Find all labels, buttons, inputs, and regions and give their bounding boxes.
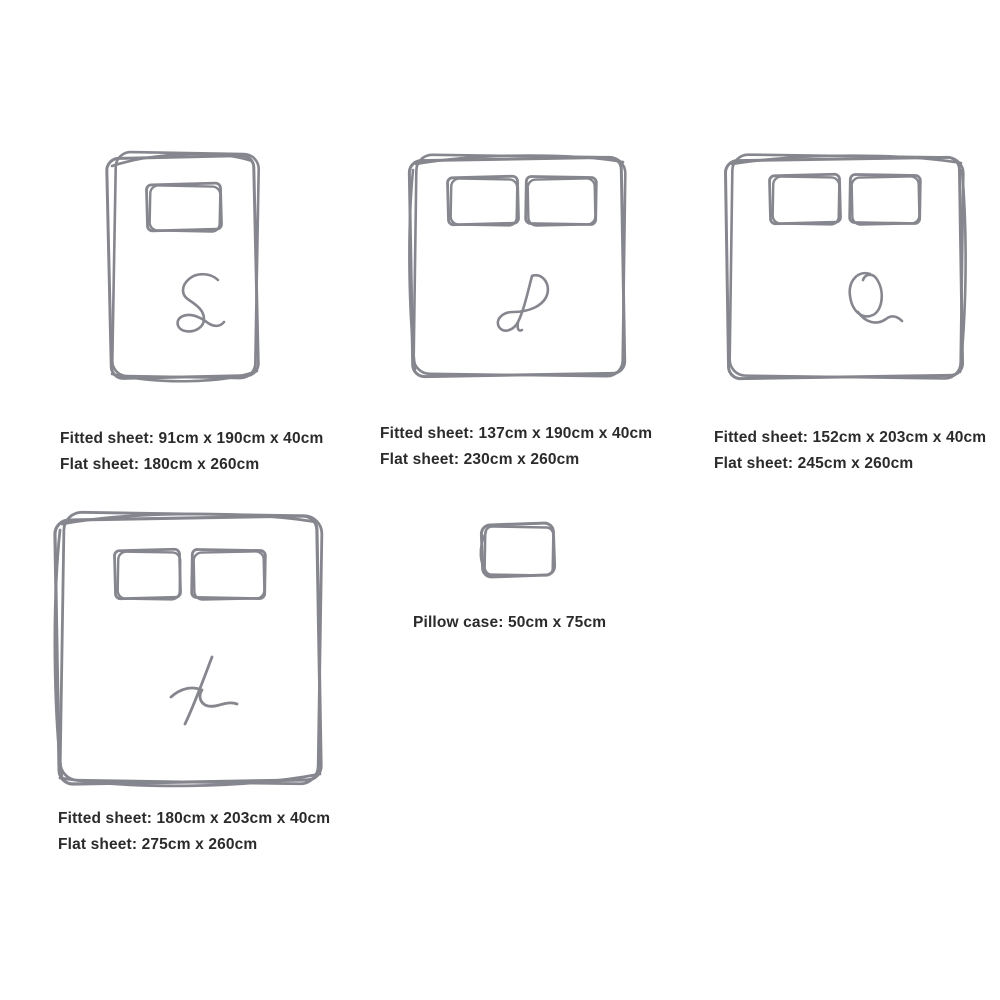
letter-k-script-icon xyxy=(171,657,237,724)
king-flat-sheet-text: Flat sheet: 275cm x 260cm xyxy=(58,836,258,853)
double-bed-outline-icon xyxy=(409,155,625,377)
king-bed-outline-icon xyxy=(55,512,322,786)
king-bed-sketch xyxy=(48,506,330,794)
pillow-case-label: Pillow case: 50cm x 75cm xyxy=(413,614,607,631)
single-bed-outline-icon xyxy=(107,152,259,381)
pillow-case-outline-icon xyxy=(481,523,555,577)
pillow-icon xyxy=(192,549,266,599)
letter-s-script-icon xyxy=(178,274,224,331)
queen-fitted-sheet-text: Fitted sheet: 152cm x 203cm x 40cm xyxy=(714,429,987,446)
pillow-case-sketch xyxy=(474,516,564,588)
single-fitted-sheet-text: Fitted sheet: 91cm x 190cm x 40cm xyxy=(60,430,324,447)
double-flat-sheet-text: Flat sheet: 230cm x 260cm xyxy=(380,451,580,468)
queen-bed-specs xyxy=(714,425,986,477)
double-fitted-sheet-text: Fitted sheet: 137cm x 190cm x 40cm xyxy=(380,425,653,442)
double-bed-sketch xyxy=(402,148,632,384)
letter-d-script-icon xyxy=(498,275,548,330)
pillow-icon xyxy=(447,176,518,225)
king-bed-specs xyxy=(58,806,330,858)
pillow-icon xyxy=(769,174,840,224)
pillow-icon xyxy=(114,549,180,599)
single-bed-specs xyxy=(60,426,323,478)
letter-q-script-icon xyxy=(850,273,902,322)
double-bed-specs xyxy=(380,421,652,473)
pillow-icon xyxy=(850,174,921,224)
single-flat-sheet-text: Flat sheet: 180cm x 260cm xyxy=(60,456,260,473)
queen-flat-sheet-text: Flat sheet: 245cm x 260cm xyxy=(714,455,914,472)
pillow-icon xyxy=(526,176,597,225)
queen-bed-sketch xyxy=(718,148,970,386)
queen-bed-outline-icon xyxy=(725,154,965,378)
king-fitted-sheet-text: Fitted sheet: 180cm x 203cm x 40cm xyxy=(58,810,331,827)
pillow-icon xyxy=(146,183,221,232)
single-bed-sketch xyxy=(100,144,268,388)
